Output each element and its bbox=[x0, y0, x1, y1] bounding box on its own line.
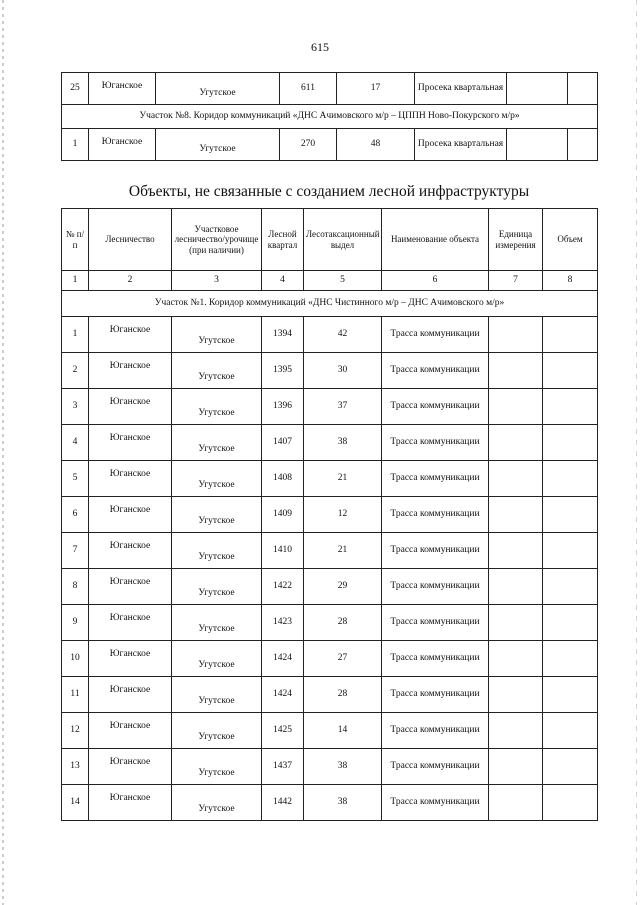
subforestry-cell: Угутское bbox=[156, 73, 280, 105]
vydel-cell: 37 bbox=[304, 389, 382, 425]
forestry-cell: Юганское bbox=[89, 605, 172, 641]
subforestry-cell: Угутское bbox=[172, 425, 262, 461]
quarter-cell: 1395 bbox=[262, 353, 304, 389]
subforestry-cell: Угутское bbox=[172, 389, 262, 425]
volume-cell bbox=[543, 749, 598, 785]
table-row bbox=[62, 353, 598, 389]
subforestry-cell: Угутское bbox=[172, 677, 262, 713]
vydel-cell: 48 bbox=[337, 129, 415, 161]
scan-edge-right bbox=[636, 0, 637, 905]
quarter-cell: 1407 bbox=[262, 425, 304, 461]
forestry-cell: Юганское bbox=[89, 677, 172, 713]
subforestry-cell: Угутское bbox=[172, 785, 262, 821]
object-name-cell: Трасса коммуникации bbox=[382, 569, 489, 605]
header-cell: Лесной квартал bbox=[262, 209, 304, 271]
vydel-cell: 38 bbox=[304, 785, 382, 821]
quarter-cell: 1437 bbox=[262, 749, 304, 785]
row-number-cell: 1 bbox=[62, 317, 89, 353]
volume-cell bbox=[543, 713, 598, 749]
object-name-cell: Просека квартальная bbox=[415, 73, 507, 105]
vydel-cell: 30 bbox=[304, 353, 382, 389]
column-number: 1 bbox=[62, 271, 89, 291]
subforestry-cell: Угутское bbox=[172, 317, 262, 353]
column-number: 8 bbox=[543, 271, 598, 291]
column-number: 6 bbox=[382, 271, 489, 291]
table-row bbox=[62, 713, 598, 749]
quarter-cell: 1442 bbox=[262, 785, 304, 821]
header-cell: Лесничество bbox=[89, 209, 172, 271]
object-name-cell: Трасса коммуникации bbox=[382, 713, 489, 749]
quarter-cell: 1409 bbox=[262, 497, 304, 533]
row-number-cell: 13 bbox=[62, 749, 89, 785]
table-row bbox=[62, 749, 598, 785]
subforestry-cell: Угутское bbox=[172, 461, 262, 497]
unit-cell bbox=[489, 389, 543, 425]
row-number-cell: 5 bbox=[62, 461, 89, 497]
top-table bbox=[61, 72, 598, 161]
object-name-cell: Трасса коммуникации bbox=[382, 389, 489, 425]
header-cell: Участковое лесничество/урочище (при наличии) bbox=[172, 209, 262, 271]
forestry-cell: Юганское bbox=[89, 425, 172, 461]
column-number: 4 bbox=[262, 271, 304, 291]
vydel-cell: 12 bbox=[304, 497, 382, 533]
volume-cell bbox=[543, 569, 598, 605]
column-number-row bbox=[62, 271, 598, 291]
section-title: Участок №8. Коридор коммуникаций «ДНС Ачимовского м/р – ЦППН Ново-Покурского м/р» bbox=[62, 105, 598, 129]
object-name-cell: Трасса коммуникации bbox=[382, 533, 489, 569]
column-number: 5 bbox=[304, 271, 382, 291]
volume-cell bbox=[568, 129, 598, 161]
forestry-cell: Юганское bbox=[89, 569, 172, 605]
table-row bbox=[62, 641, 598, 677]
row-number-cell: 11 bbox=[62, 677, 89, 713]
quarter-cell: 1422 bbox=[262, 569, 304, 605]
volume-cell bbox=[568, 73, 598, 105]
forestry-cell: Юганское bbox=[89, 497, 172, 533]
unit-cell bbox=[489, 677, 543, 713]
column-number: 3 bbox=[172, 271, 262, 291]
forestry-cell: Юганское bbox=[89, 461, 172, 497]
vydel-cell: 38 bbox=[304, 425, 382, 461]
volume-cell bbox=[543, 785, 598, 821]
object-name-cell: Трасса коммуникации bbox=[382, 425, 489, 461]
forestry-cell: Юганское bbox=[89, 785, 172, 821]
table-row bbox=[62, 569, 598, 605]
object-name-cell: Трасса коммуникации bbox=[382, 641, 489, 677]
table-row bbox=[62, 73, 598, 105]
table-row bbox=[62, 317, 598, 353]
quarter-cell: 1425 bbox=[262, 713, 304, 749]
table-row bbox=[62, 677, 598, 713]
subforestry-cell: Угутское bbox=[172, 569, 262, 605]
object-name-cell: Трасса коммуникации bbox=[382, 317, 489, 353]
quarter-cell: 1424 bbox=[262, 641, 304, 677]
header-cell: Объем bbox=[543, 209, 598, 271]
object-name-cell: Трасса коммуникации bbox=[382, 497, 489, 533]
row-number-cell: 9 bbox=[62, 605, 89, 641]
unit-cell bbox=[489, 641, 543, 677]
unit-cell bbox=[489, 605, 543, 641]
forestry-cell: Юганское bbox=[89, 389, 172, 425]
row-number-cell: 2 bbox=[62, 353, 89, 389]
section-heading: Объекты, не связанные с созданием лесной инфраструктуры bbox=[128, 183, 530, 200]
unit-cell bbox=[489, 353, 543, 389]
quarter-cell: 1423 bbox=[262, 605, 304, 641]
vydel-cell: 14 bbox=[304, 713, 382, 749]
main-table bbox=[61, 208, 598, 821]
volume-cell bbox=[543, 461, 598, 497]
vydel-cell: 21 bbox=[304, 461, 382, 497]
subforestry-cell: Угутское bbox=[172, 605, 262, 641]
object-name-cell: Трасса коммуникации bbox=[382, 605, 489, 641]
unit-cell bbox=[489, 785, 543, 821]
column-number: 2 bbox=[89, 271, 172, 291]
subforestry-cell: Угутское bbox=[172, 353, 262, 389]
volume-cell bbox=[543, 497, 598, 533]
unit-cell bbox=[489, 317, 543, 353]
vydel-cell: 29 bbox=[304, 569, 382, 605]
row-number-cell: 12 bbox=[62, 713, 89, 749]
subforestry-cell: Угутское bbox=[172, 713, 262, 749]
row-number-cell: 3 bbox=[62, 389, 89, 425]
header-cell: Наименование объекта bbox=[382, 209, 489, 271]
volume-cell bbox=[543, 353, 598, 389]
unit-cell bbox=[507, 73, 568, 105]
page-number: 615 bbox=[311, 40, 329, 54]
row-number-cell: 6 bbox=[62, 497, 89, 533]
vydel-cell: 27 bbox=[304, 641, 382, 677]
row-number-cell: 14 bbox=[62, 785, 89, 821]
table-row bbox=[62, 605, 598, 641]
section-title-row bbox=[62, 105, 598, 129]
subforestry-cell: Угутское bbox=[172, 533, 262, 569]
volume-cell bbox=[543, 605, 598, 641]
vydel-cell: 38 bbox=[304, 749, 382, 785]
quarter-cell: 1396 bbox=[262, 389, 304, 425]
subforestry-cell: Угутское bbox=[156, 129, 280, 161]
table-row bbox=[62, 533, 598, 569]
section-title-row bbox=[62, 291, 598, 317]
unit-cell bbox=[489, 713, 543, 749]
unit-cell bbox=[489, 425, 543, 461]
volume-cell bbox=[543, 389, 598, 425]
object-name-cell: Трасса коммуникации bbox=[382, 461, 489, 497]
row-number-cell: 7 bbox=[62, 533, 89, 569]
unit-cell bbox=[489, 749, 543, 785]
subforestry-cell: Угутское bbox=[172, 497, 262, 533]
subforestry-cell: Угутское bbox=[172, 641, 262, 677]
forestry-cell: Юганское bbox=[89, 73, 156, 105]
subforestry-cell: Угутское bbox=[172, 749, 262, 785]
volume-cell bbox=[543, 677, 598, 713]
quarter-cell: 1408 bbox=[262, 461, 304, 497]
table-row bbox=[62, 425, 598, 461]
object-name-cell: Трасса коммуникации bbox=[382, 353, 489, 389]
table-row bbox=[62, 129, 598, 161]
object-name-cell: Трасса коммуникации bbox=[382, 677, 489, 713]
header-cell: Единица измерения bbox=[489, 209, 543, 271]
column-number: 7 bbox=[489, 271, 543, 291]
header-cell: № п/п bbox=[62, 209, 89, 271]
vydel-cell: 21 bbox=[304, 533, 382, 569]
table-row bbox=[62, 785, 598, 821]
section-title: Участок №1. Коридор коммуникаций «ДНС Чистинного м/р – ДНС Ачимовского м/р» bbox=[62, 291, 598, 317]
unit-cell bbox=[489, 461, 543, 497]
scan-edge-left bbox=[2, 0, 4, 905]
quarter-cell: 270 bbox=[280, 129, 337, 161]
volume-cell bbox=[543, 533, 598, 569]
quarter-cell: 1394 bbox=[262, 317, 304, 353]
forestry-cell: Юганское bbox=[89, 317, 172, 353]
object-name-cell: Просека квартальная bbox=[415, 129, 507, 161]
table-row bbox=[62, 389, 598, 425]
vydel-cell: 17 bbox=[337, 73, 415, 105]
vydel-cell: 42 bbox=[304, 317, 382, 353]
unit-cell bbox=[489, 533, 543, 569]
volume-cell bbox=[543, 425, 598, 461]
unit-cell bbox=[489, 569, 543, 605]
forestry-cell: Юганское bbox=[89, 533, 172, 569]
vydel-cell: 28 bbox=[304, 605, 382, 641]
forestry-cell: Юганское bbox=[89, 641, 172, 677]
vydel-cell: 28 bbox=[304, 677, 382, 713]
quarter-cell: 611 bbox=[280, 73, 337, 105]
table-row bbox=[62, 461, 598, 497]
forestry-cell: Юганское bbox=[89, 749, 172, 785]
volume-cell bbox=[543, 317, 598, 353]
forestry-cell: Юганское bbox=[89, 353, 172, 389]
quarter-cell: 1424 bbox=[262, 677, 304, 713]
unit-cell bbox=[507, 129, 568, 161]
unit-cell bbox=[489, 497, 543, 533]
object-name-cell: Трасса коммуникации bbox=[382, 749, 489, 785]
forestry-cell: Юганское bbox=[89, 129, 156, 161]
header-row bbox=[62, 209, 598, 271]
row-number-cell: 25 bbox=[62, 73, 89, 105]
row-number-cell: 4 bbox=[62, 425, 89, 461]
quarter-cell: 1410 bbox=[262, 533, 304, 569]
object-name-cell: Трасса коммуникации bbox=[382, 785, 489, 821]
volume-cell bbox=[543, 641, 598, 677]
forestry-cell: Юганское bbox=[89, 713, 172, 749]
table-row bbox=[62, 497, 598, 533]
row-number-cell: 10 bbox=[62, 641, 89, 677]
row-number-cell: 1 bbox=[62, 129, 89, 161]
row-number-cell: 8 bbox=[62, 569, 89, 605]
header-cell: Лесотаксационный выдел bbox=[304, 209, 382, 271]
